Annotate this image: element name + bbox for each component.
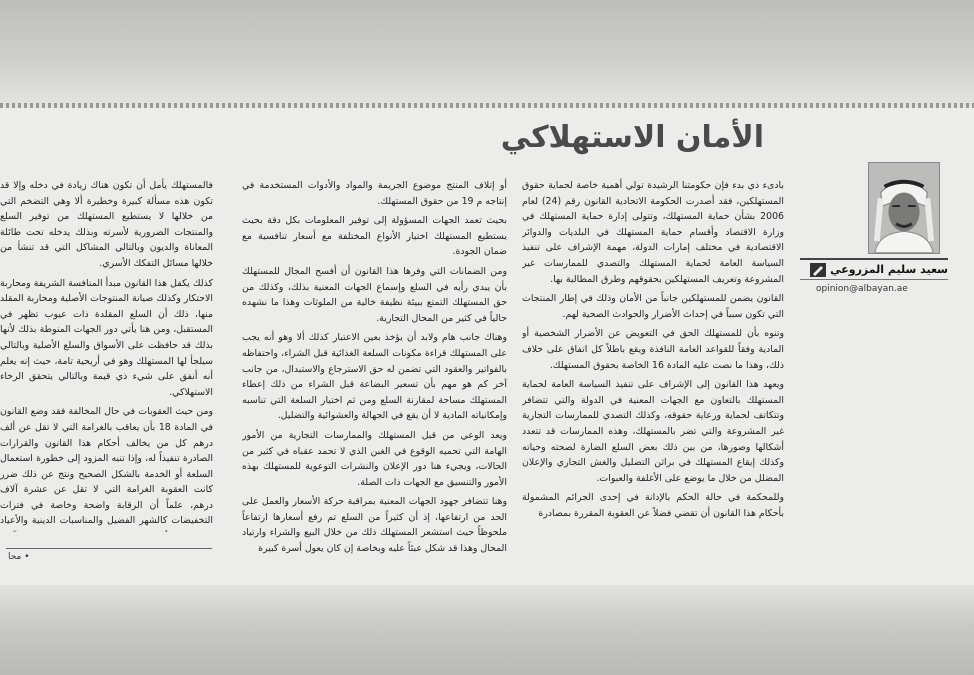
paragraph: كذلك يكفل هذا القانون مبدأ المنافسة الشريفة ومحاربة الاحتكار وكذلك صيانة المنتوجات الأصلية ومحاربة المقلد منها، ذلك أن السلع المقلدة ذات عيوب تظهر في المستقبل، ومن هنا يأتي دور الجهات المنوطة بذلك لأنها بذلك قد حافظت على الأسواق والسلع الأصلية وبالتالي سيلجأ لها المستهلك وهو في أريحية تامة، حيث إنه يعلم أنه أنفق على شيء ذي قيمة وبالتالي يتحقق الرخاء الاستهلاكي. [0,277,213,398]
article-title: الأمان الاستهلاكي [500,120,764,155]
scan-bottom-shadow [0,585,974,675]
author-photo [868,162,940,254]
paragraph: ومن الضمانات التي وفرها هذا القانون أن أفسح المجال للمستهلك بأن يبدي رأيه في السلع وإسماع الجهات المعنية بذلك، وكذلك من حق المستهلك التمتع ببيئة نظيفة خالية من الملوثات وهذا ما نشهده حالياً في كثير من المحال التجارية. [242,265,507,324]
paragraph: فالمستهلك يأمل أن تكون هناك زيادة في دخله وإلا قد تكون هذه مسألة كبيرة وخطيرة ألا وهي التضخم التي من خلالها لا يستطيع المستهلك من توفير السلع والمنتجات الضرورية لأسرته وبذلك يدخله تحت طائلة المعاناة والديون وبالتالي المشاكل التي قد تنشأ من خلالها مسائل التفكك الأسري. [0,180,213,269]
article-column-3 [0,178,213,532]
author-name: سعيد سليم المزروعي [830,263,948,276]
paragraph: بادىء ذي بدء فإن حكومتنا الرشيدة تولي أهمية خاصة لحماية حقوق المستهلكين، فقد أصدرت الحكومة الاتحادية القانون رقم (24) لعام 2006 بشأن حماية المستهلك، وتتولى إدارة حماية المستهلك في وزارة الاقتصاد وأقسام حماية المستهلك في البلديات والدوائر الاقتصادية في مختلف إمارات الدولة، مهمة الإشراف على تنفيذ السياسة العامة لحماية المستهلك والتصدي للممارسات غير المشروعة وتعريف المستهلكين بحقوقهم وطرق المطالبة بها. [522,180,784,285]
truncated-next-article: • محا [8,552,30,562]
paragraph: وللمحكمة في حالة الحكم بالإدانة في إحدى الجرائم المشمولة بأحكام هذا القانون أن تقضي فضلاً عن العقوبة المقررة بمصادرة [522,492,784,519]
paragraph: وتنوه بأن للمستهلك الحق في التعويض عن الأضرار الشخصية أو المادية وفقاً للقواعد العامة النافذة ويقع باطلاً كل اتفاق على خلاف ذلك، وهذا ما نصت عليه المادة 16 الخاصة بحقوق المستهلك. [522,328,784,371]
paragraph: ويعد الوعي من قبل المستهلك والممارسات التجارية من الأمور الهامة التي تحميه الوقوع في الغبن الذي لا تحمد عقباه في كثير من الحالات، ويجيء هنا دور الإعلان والنشرات التوعوية للمستهلك بهذه الأمور والتنسيق مع الجهات ذات الصلة. [242,429,507,488]
article-column-1 [522,178,784,556]
paragraph: وهنا تتضافر جهود الجهات المعنية بمراقبة حركة الأسعار والعمل على الحد من ارتفاعها، إذ أن كثيراً من السلع تم رفع أسعارها ارتفاعاً ملحوظاً حيث استشعر المستهلك ذلك من خلال البيع والشراء وارتياد المحال وهذا قد شكل عبئاً عليه وبخاصة إن كان يعول أسرة كبيرة [242,496,507,555]
paragraph: وهناك جانب هام ولابد أن يؤخذ بعين الاعتبار كذلك ألا وهو أنه يجب على المستهلك قراءة مكونات السلعة الغذائية قبل الشراء، واحتفاظه بالفواتير والعقود التي تضمن له حق الاسترجاع والاستبدال، من جانب آخر كم هو مهم بأن تسعير البضاعة قبل الشراء من ذلك إعطاء المستهلك مساحة لمقارنة السلع ومن ثم اختيار السلعة التي تناسبه وإمكانياته المادية لا أن يقع في الجهالة والعشوائية والتضليل. [242,332,507,422]
paragraph: ويعهد هذا القانون إلى الإشراف على تنفيذ السياسة العامة لحماية المستهلك بالتعاون مع الجهات المعنية في الدولة والتي تتضافر وتتكاتف لحماية ورعاية حقوقه، وكذلك التصدي للممارسات التجارية غير المشروعة والتي تضر بالمستهلك، وهذه الممارسات قد تتعدد أشكالها وصورها، من بين ذلك بعض السلع الضارة لصحته وحياته وكذلك إيقاع المستهلك في براثن التضليل والغش التجاري والإعلان المضلل من خلال ما يوضع على الأغلفة والعبوات. [522,379,784,484]
paragraph: بحيث تعمد الجهات المسؤولة إلى توفير المعلومات بكل دقة بحيث يستطيع المستهلك اختيار الأنواع المختلفة مع أسعار تنافسية مع ضمان الجودة. [242,215,507,258]
paragraph: القانون يضمن للمستهلكين جانباً من الأمان وذلك في إطار المنتجات التي تكون سبباً في إحداث الأضرار والحوادث الصحية لهم. [522,293,784,320]
author-portrait-icon [869,163,939,253]
scan-top-shadow [0,0,974,108]
paragraph: أو إتلاف المنتج موضوع الجريمة والمواد والأدوات المستخدمة في إنتاجه م 19 من حقوق المستهلك. [242,180,507,207]
paragraph: ومن حيث العقوبات في حال المخالفة فقد وضع القانون في المادة 18 بأن يعاقب بالغرامة التي لا تقل عن ألف درهم كل من يخالف أحكام هذا القانون والقرارات الصادرة تنفيذاً له، وإذا تنبه المزود إلى خطورة استعمال السلعة أو الخدمة بالشكل الصحيح ونتج عن ذلك ضرر كانت العقوبة الغرامة التي لا تقل عن عشرة آلاف درهم، علماً أن الرقابة واضحة وخاصة في فترات التخفيضات كالشهر الفضيل والمناسبات الدينية والأعياد [0,406,213,527]
column-divider-rule [6,548,212,549]
article-column-2 [242,178,507,556]
author-byline [800,258,948,280]
author-email: opinion@albayan.ae [816,284,908,294]
pen-icon [810,263,826,277]
